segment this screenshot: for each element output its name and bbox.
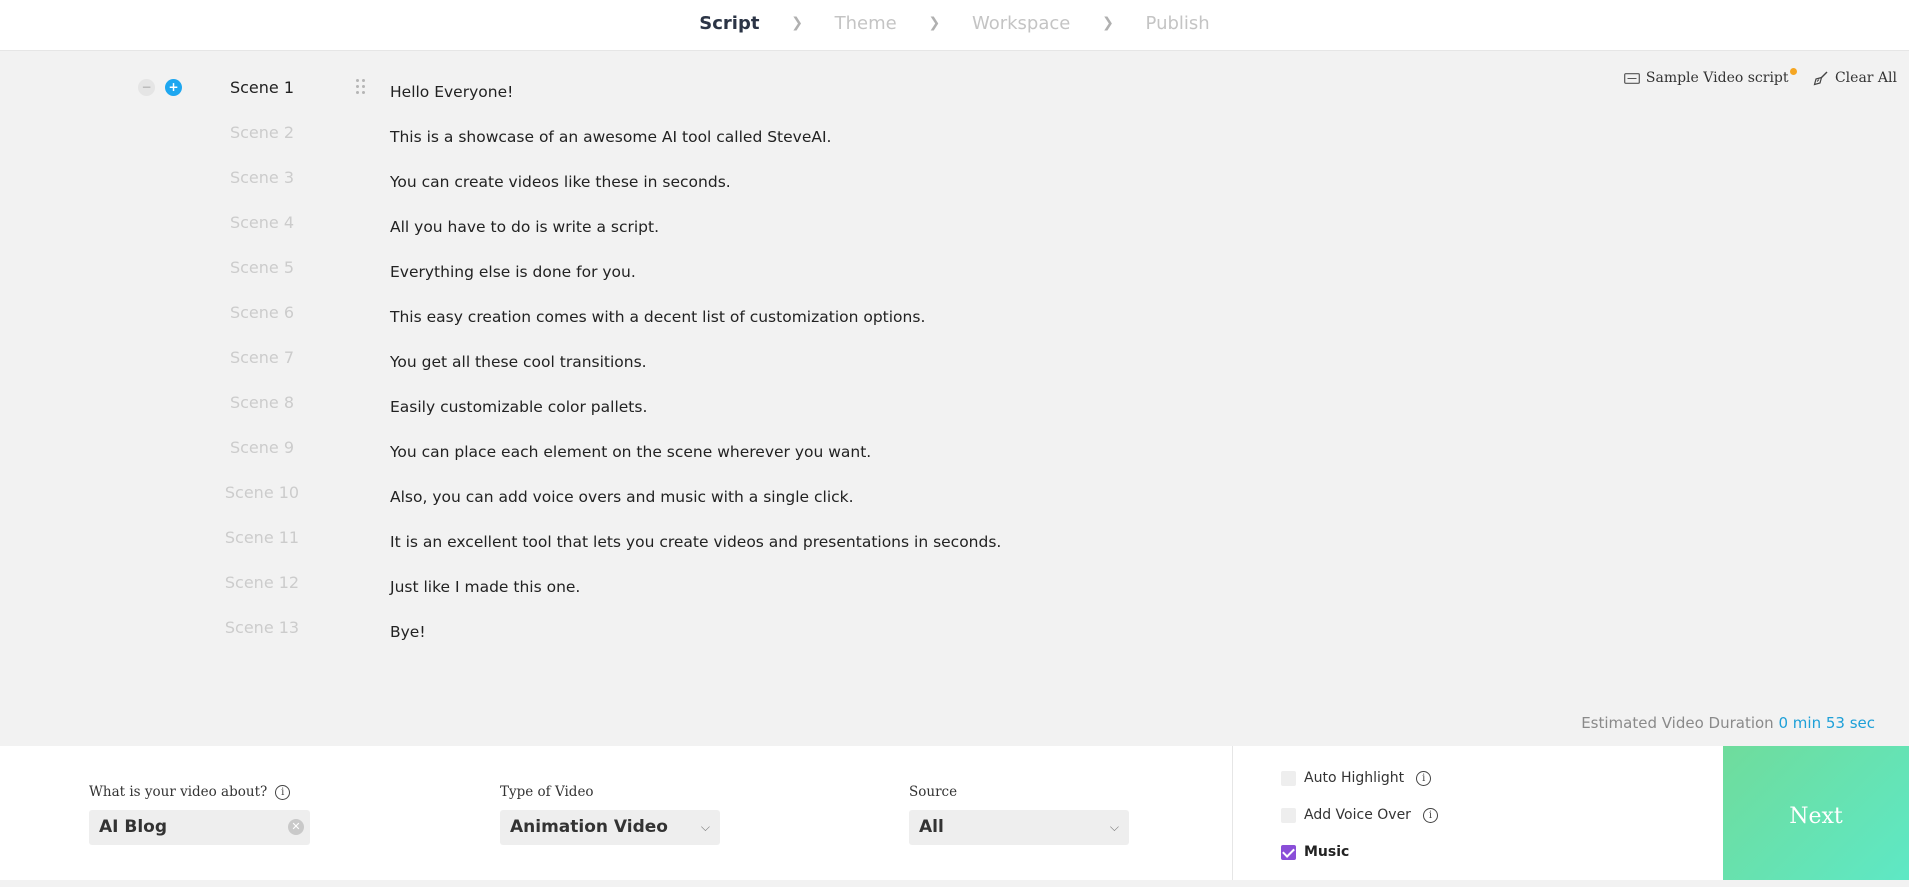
video-type-value: Animation Video (510, 817, 668, 837)
scene-label-6[interactable]: Scene 6 (229, 303, 295, 322)
clear-all-button[interactable] (1813, 70, 1897, 86)
script-line-1[interactable]: Hello Everyone! (390, 83, 514, 101)
auto-highlight-checkbox[interactable] (1281, 771, 1296, 786)
bottom-settings-panel (0, 746, 1909, 880)
script-line-10[interactable]: Also, you can add voice overs and music with a single click. (390, 488, 854, 506)
panel-divider (1232, 746, 1233, 880)
step-workspace[interactable]: Workspace (971, 12, 1071, 34)
scene-label-8[interactable]: Scene 8 (229, 393, 295, 412)
script-line-12[interactable]: Just like I made this one. (390, 578, 581, 596)
scene-label-11[interactable]: Scene 11 (224, 528, 300, 547)
scene-label-1[interactable]: Scene 1 (229, 78, 295, 97)
source-value: All (919, 817, 944, 837)
video-type-label: Type of Video (500, 784, 594, 800)
chevron-right-icon: ❯ (1102, 15, 1114, 31)
drag-handle-icon[interactable] (355, 78, 367, 96)
music-label: Music (1304, 844, 1350, 860)
script-line-3[interactable]: You can create videos like these in seconds. (390, 173, 731, 191)
scene-label-10[interactable]: Scene 10 (224, 483, 300, 502)
scene-label-9[interactable]: Scene 9 (229, 438, 295, 457)
source-select[interactable] (909, 810, 1129, 845)
script-line-7[interactable]: You get all these cool transitions. (390, 353, 647, 371)
duration-value: 0 min 53 sec (1778, 714, 1875, 732)
info-icon[interactable]: i (275, 785, 290, 800)
source-label: Source (909, 784, 958, 800)
script-line-4[interactable]: All you have to do is write a script. (390, 218, 659, 236)
music-checkbox[interactable] (1281, 845, 1296, 860)
broom-icon (1813, 70, 1829, 86)
scene-label-12[interactable]: Scene 12 (224, 573, 300, 592)
script-icon (1624, 73, 1640, 84)
chevron-down-icon: ⌵ (1109, 820, 1119, 834)
script-line-11[interactable]: It is an excellent tool that lets you create videos and presentations in seconds. (390, 533, 1002, 551)
script-line-8[interactable]: Easily customizable color pallets. (390, 398, 648, 416)
step-theme[interactable]: Theme (834, 12, 897, 34)
chevron-right-icon: ❯ (791, 15, 803, 31)
step-publish[interactable]: Publish (1145, 12, 1210, 34)
auto-highlight-option[interactable] (1281, 770, 1431, 786)
sample-video-script-button[interactable] (1624, 70, 1789, 86)
top-stepper-bar (0, 0, 1909, 51)
scene-label-2[interactable]: Scene 2 (229, 123, 295, 142)
clear-all-label: Clear All (1834, 70, 1897, 86)
clear-input-icon[interactable]: ✕ (288, 819, 304, 835)
scene-label-5[interactable]: Scene 5 (229, 258, 295, 277)
voice-over-label: Add Voice Over (1304, 807, 1411, 823)
scene-label-13[interactable]: Scene 13 (224, 618, 300, 637)
stepper (0, 12, 1909, 34)
script-line-6[interactable]: This easy creation comes with a decent list of customization options. (390, 308, 926, 326)
duration-label: Estimated Video Duration (1581, 714, 1774, 732)
video-type-select[interactable] (500, 810, 720, 845)
sample-video-script-label: Sample Video script (1645, 70, 1789, 86)
voice-over-option[interactable] (1281, 807, 1438, 823)
add-scene-button[interactable]: + (165, 79, 182, 96)
video-about-value: AI Blog (99, 817, 168, 837)
script-line-9[interactable]: You can place each element on the scene wherever you want. (390, 443, 872, 461)
info-icon[interactable]: i (1416, 771, 1431, 786)
script-tools (1614, 70, 1897, 86)
scene-label-7[interactable]: Scene 7 (229, 348, 295, 367)
video-about-input[interactable] (89, 810, 310, 845)
estimated-duration (1581, 714, 1875, 732)
video-about-label-text: What is your video about? (89, 784, 268, 800)
scene-label-4[interactable]: Scene 4 (229, 213, 295, 232)
chevron-down-icon: ⌵ (700, 820, 710, 834)
video-about-label (89, 784, 290, 800)
voice-over-checkbox[interactable] (1281, 808, 1296, 823)
step-script[interactable]: Script (699, 12, 760, 34)
info-icon[interactable]: i (1423, 808, 1438, 823)
next-button[interactable]: Next (1723, 746, 1909, 880)
script-line-13[interactable]: Bye! (390, 623, 426, 641)
chevron-right-icon: ❯ (928, 15, 941, 31)
remove-scene-button[interactable]: − (138, 79, 155, 96)
notification-dot (1790, 68, 1797, 75)
auto-highlight-label: Auto Highlight (1304, 770, 1405, 786)
scene-label-3[interactable]: Scene 3 (229, 168, 295, 187)
script-line-2[interactable]: This is a showcase of an awesome AI tool called SteveAI. (390, 128, 832, 146)
script-line-5[interactable]: Everything else is done for you. (390, 263, 636, 281)
music-option[interactable] (1281, 844, 1349, 860)
